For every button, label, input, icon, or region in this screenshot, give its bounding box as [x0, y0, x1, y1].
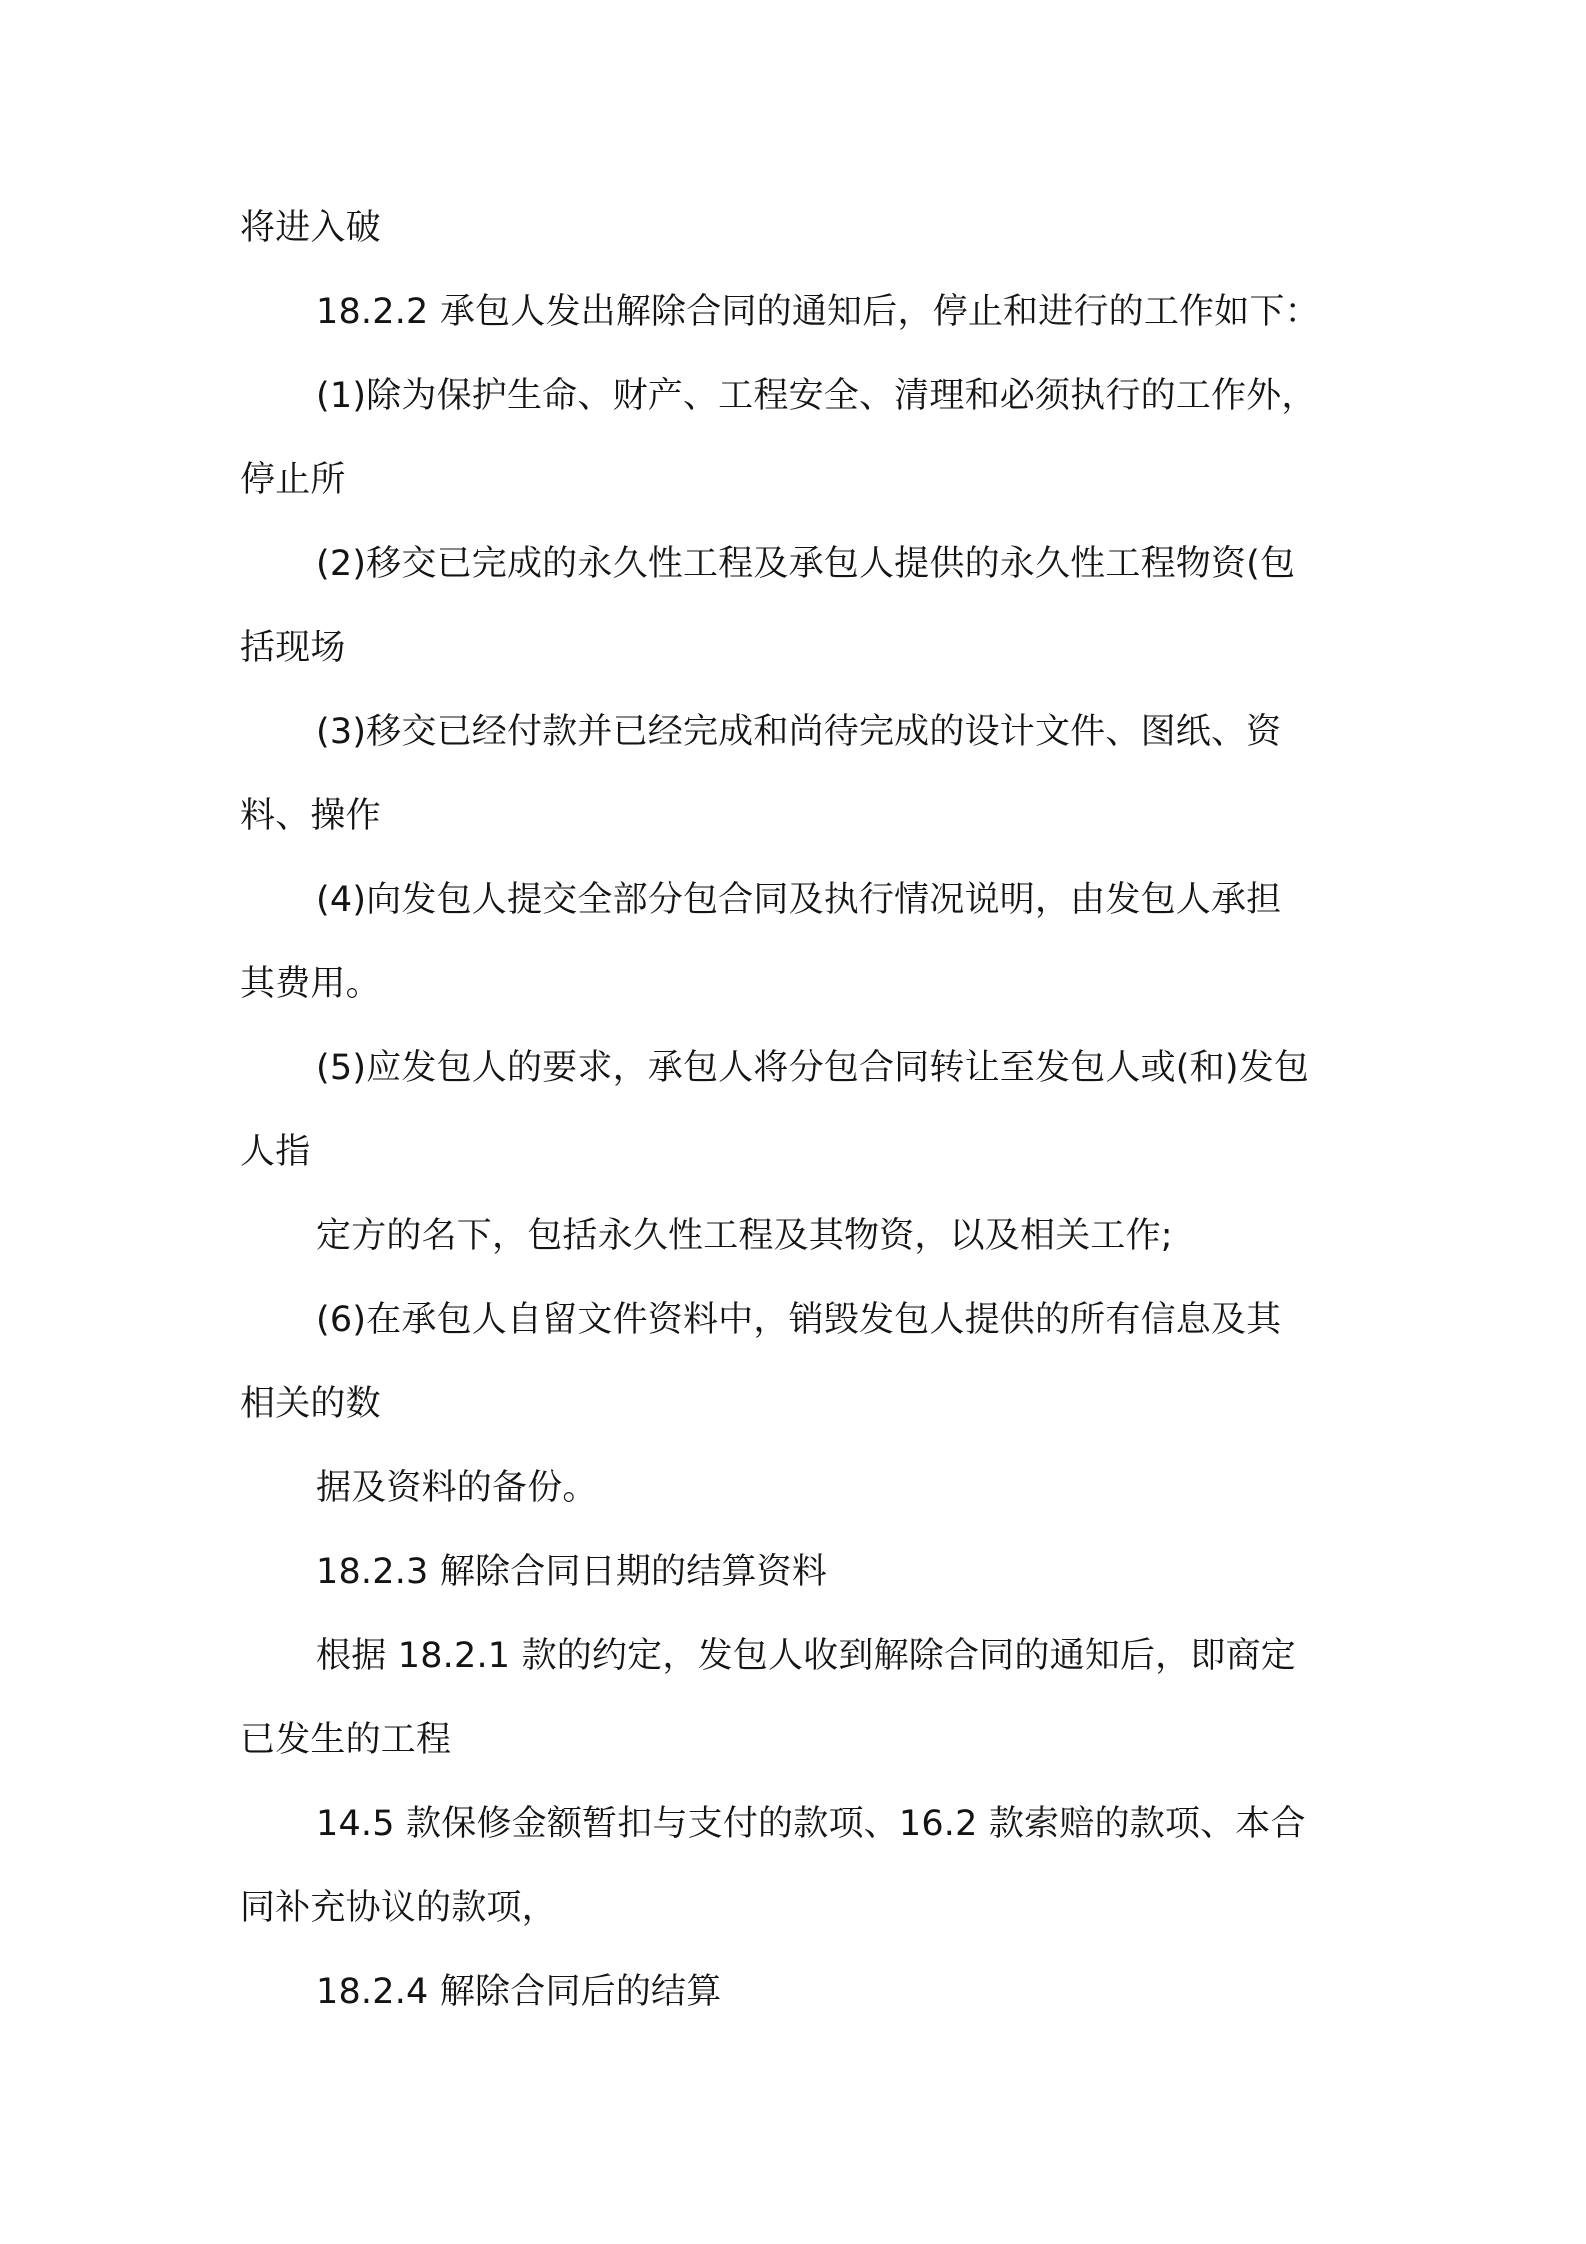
text-line: 停止所 [240, 460, 346, 500]
text-line: 18.2.4 解除合同后的结算 [316, 1972, 722, 2012]
text-line: 料、操作 [240, 796, 381, 836]
text-line: 据及资料的备份。 [316, 1468, 598, 1508]
text-line: 其费用。 [240, 964, 381, 1004]
text-line: 18.2.3 解除合同日期的结算资料 [316, 1552, 828, 1592]
text-line: 将进入破 [240, 208, 381, 248]
text-line: (2)移交已完成的永久性工程及承包人提供的永久性工程物资(包 [316, 544, 1296, 584]
text-line: 括现场 [240, 628, 346, 668]
text-line: (6)在承包人自留文件资料中，销毁发包人提供的所有信息及其 [316, 1300, 1282, 1340]
text-line: (5)应发包人的要求，承包人将分包合同转让至发包人或(和)发包 [316, 1048, 1310, 1088]
text-line: (1)除为保护生命、财产、工程安全、清理和必须执行的工作外， [316, 376, 1317, 416]
text-line: 18.2.2 承包人发出解除合同的通知后，停止和进行的工作如下： [316, 292, 1320, 332]
text-line: 14.5 款保修金额暂扣与支付的款项、16.2 款索赔的款项、本合 [316, 1804, 1306, 1844]
text-line: 已发生的工程 [240, 1720, 452, 1760]
text-line: (3)移交已经付款并已经完成和尚待完成的设计文件、图纸、资 [316, 712, 1282, 752]
text-line: (4)向发包人提交全部分包合同及执行情况说明，由发包人承担 [316, 880, 1282, 920]
text-line: 人指 [240, 1132, 311, 1172]
text-line: 同补充协议的款项， [240, 1888, 557, 1928]
text-line: 相关的数 [240, 1384, 381, 1424]
text-line: 根据 18.2.1 款的约定，发包人收到解除合同的通知后，即商定 [316, 1636, 1296, 1676]
text-line: 定方的名下，包括永久性工程及其物资，以及相关工作; [316, 1216, 1173, 1256]
